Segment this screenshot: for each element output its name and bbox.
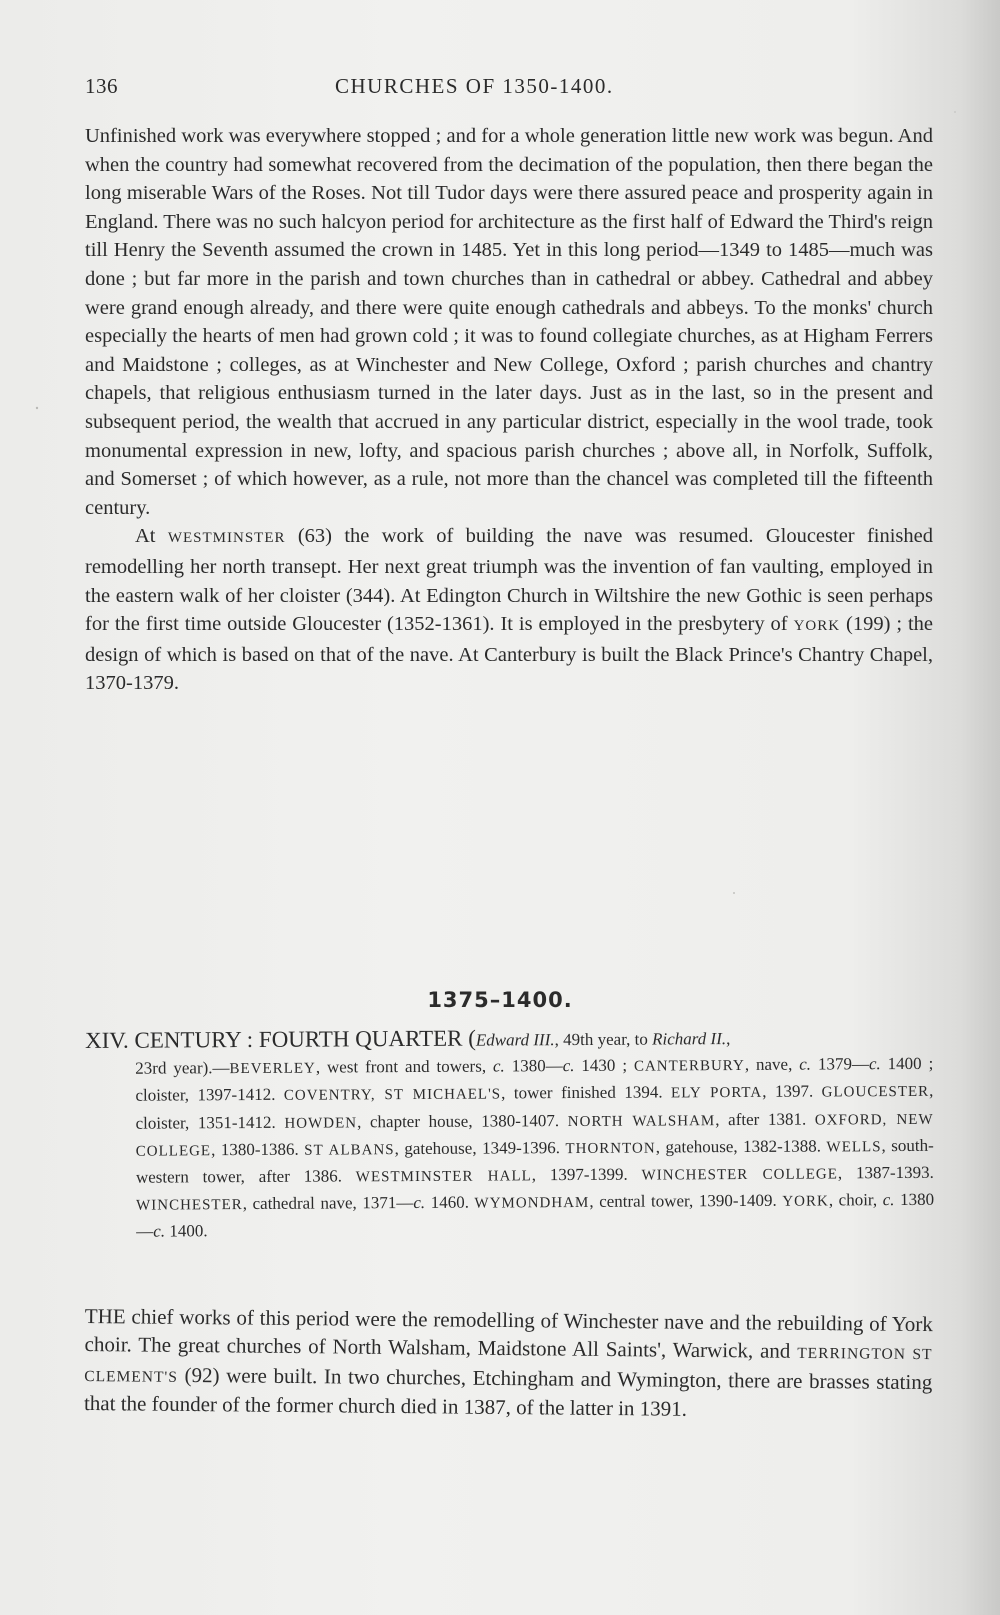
circa: c. [868, 1054, 881, 1074]
chronicle-text: 1400. [164, 1221, 208, 1241]
chronicle-text: , after 1381. [715, 1109, 815, 1129]
chronicle-text: , nave, [744, 1054, 800, 1075]
circa: c. [413, 1193, 426, 1213]
chronicle-text: , 1397. [762, 1081, 822, 1102]
chronicle-text: 1400 ; cloister, 1397-1412. [135, 1054, 934, 1106]
chronicle-text: , south-western tower, after 1386. [135, 1135, 934, 1187]
place-winchester-college: WINCHESTER COLLEGE [641, 1166, 838, 1184]
place-westminster: WESTMINSTER [167, 530, 286, 547]
chronicle-text: , central tower, 1390-1409. [589, 1190, 783, 1212]
page-number: 136 [85, 74, 118, 98]
place-york-choir: YORK [782, 1193, 829, 1210]
paragraph-2-text-c: (199) ; the design of which is based on that of the nave. At Canterbury is built the Black Prince's Chantry Chapel, 1370-1379. [85, 613, 933, 695]
chronicle-lead: XIV. CENTURY : FOURTH QUARTER ( [85, 1025, 476, 1053]
chronicle-text: , west front and towers, [315, 1056, 494, 1077]
place-winchester: WINCHESTER [136, 1197, 243, 1214]
section-heading: 1375–1400. [427, 988, 573, 1012]
circa: c. [562, 1056, 575, 1076]
reign-richard: Richard II. [652, 1029, 727, 1049]
chronicle-text: , 1380-1386. [211, 1139, 305, 1160]
chronicle-text: , 1387-1393. [837, 1162, 934, 1183]
chronicle-text: 23rd year).— [135, 1058, 230, 1078]
chronicle-text: 1430 ; [574, 1055, 634, 1076]
chronicle-text: , 1397-1399. [531, 1164, 642, 1185]
place-oxford: OXFORD, NEW COLLEGE [135, 1111, 934, 1160]
running-title: CHURCHES OF 1350-1400. [335, 74, 614, 98]
circa: c. [799, 1054, 812, 1074]
place-wymondham: WYMONDHAM [474, 1195, 590, 1212]
place-thornton: THORNTON [565, 1140, 656, 1157]
chronicle-text: , cathedral nave, 1371— [242, 1193, 414, 1214]
place-terrington: TERRINGTON ST CLEMENT'S [84, 1344, 933, 1386]
closing-text-b: (92) were built. In two churches, Etchingham and Wymington, there are brasses stating that the founder of the former church died in 1387, of the latter in 1391. [83, 1362, 933, 1422]
chronicle-text: , cloister, 1351-1412. [135, 1081, 934, 1133]
circa: c. [882, 1190, 895, 1210]
place-coventry: COVENTRY, ST MICHAEL'S [283, 1086, 502, 1105]
chronicle-text: 1380— [136, 1190, 935, 1242]
chronicle-text: , chapter house, 1380-1407. [357, 1110, 568, 1131]
place-westminster-hall: WESTMINSTER HALL [355, 1168, 532, 1186]
place-york: YORK [793, 618, 841, 635]
chronicle-text: , 49th year, to [554, 1029, 653, 1050]
paragraph-1: Unfinished work was everywhere stopped ; and for a whole generation little new work was begun. And when the country had somewhat recovered from the decimation of the population, then there began the long miserable Wars of the Roses. Not till Tudor days were there assured peace and prosperity again in England. There was no such halcyon period for architecture as the first half of Edward the Third's reign till Henry the Seventh assumed the crown in 1485. Yet in this long period—1349 to 1485—much was done ; but far more in the parish and town churches than in cathedral or abbey. Cathedral and abbey were grand enough already, and there were quite enough cathedrals and abbeys. To the monks' church especially the hearts of men had grown cold ; it was to found collegiate churches, as at Higham Ferrers and Maidstone ; colleges, as at Winchester and New College, Oxford ; parish churches and chantry chapels, that religious enthusiasm turned in the later days. Just as in the last, so in the present and subsequent period, the wealth that accrued in any particular district, especially in the wool trade, took monumental expression in new, lofty, and spacious parish churches ; above all, in Norfolk, Suffolk, and Somerset ; of which however, as a rule, not more than the chancel was completed till the fifteenth century. [85, 125, 933, 519]
chronicle-text: , gatehouse, 1382-1388. [655, 1136, 827, 1157]
place-howden: HOWDEN [284, 1114, 358, 1132]
circa: c. [492, 1056, 505, 1076]
place-gloucester: GLOUCESTER [821, 1084, 930, 1101]
reign-edward: Edward III. [475, 1030, 555, 1050]
place-ely: ELY PORTA [670, 1085, 763, 1102]
place-canterbury: CANTERBURY [633, 1058, 745, 1075]
place-wells: WELLS [826, 1138, 882, 1156]
chronicle-text: 1379— [810, 1054, 869, 1074]
closing-text-a: THE chief works of this period were the remodelling of Winchester nave and the rebuilding of York choir. The great churches of North Walsham, Maidstone All Saints', Warwick, and [84, 1304, 933, 1363]
place-st-albans: ST ALBANS [304, 1141, 395, 1159]
place-north-walsham: NORTH WALSHAM [567, 1112, 716, 1130]
chronicle-text: 1380— [504, 1056, 563, 1076]
chronicle-text: , tower finished 1394. [501, 1082, 672, 1103]
paragraph-2-text-a: At [135, 525, 156, 548]
chronicle-text: , gatehouse, 1349-1396. [394, 1137, 566, 1158]
paragraph-2-text-b: (63) the work of building the nave was resumed. Gloucester finished remodelling her north transept. Her next great triumph was the invention of fan vaulting, employed in the eastern walk of her cloister (344). At Edington Church in Wiltshire the new Gothic is seen perhaps for the first time outside Gloucester (1352-1361). It is employed in the presbytery of [85, 525, 934, 636]
chronicle-text: , [726, 1029, 731, 1049]
place-beverley: BEVERLEY [229, 1060, 316, 1078]
chronicle-text: , choir, [828, 1190, 883, 1210]
chronicle-text: 1460. [425, 1192, 475, 1213]
circa: c. [153, 1221, 166, 1242]
